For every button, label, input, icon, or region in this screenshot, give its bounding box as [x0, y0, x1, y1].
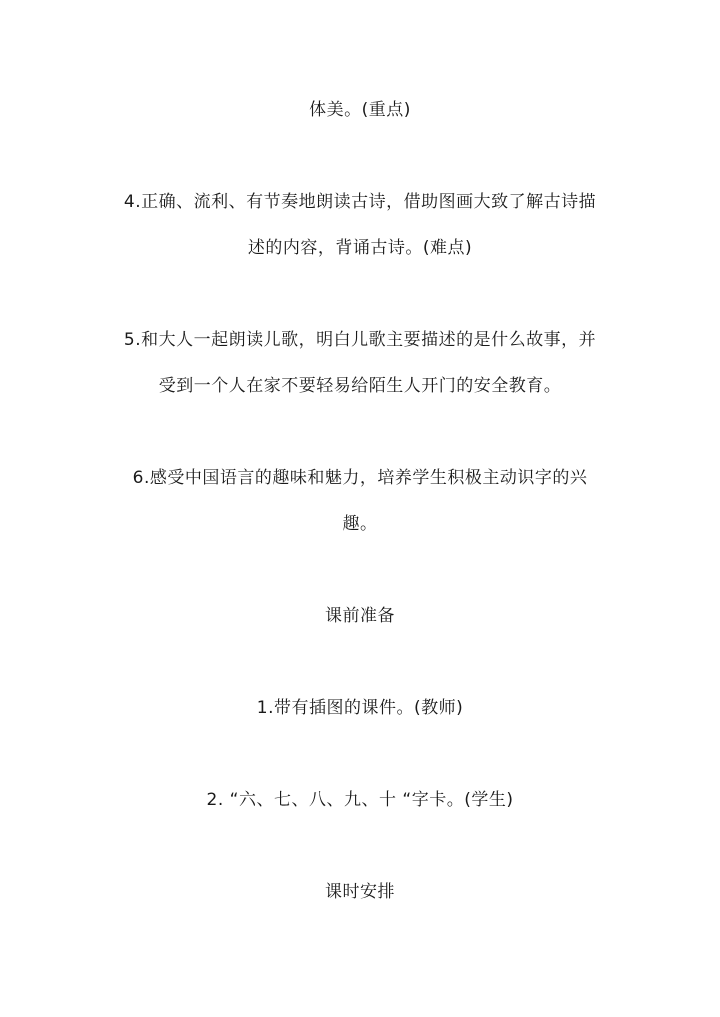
- text-line-goal4-part2: 述的内容，背诵古诗。(难点): [247, 238, 473, 258]
- text-line-goal3-end: 体美。(重点): [309, 100, 411, 120]
- section-heading-preparation: 课前准备: [325, 606, 395, 626]
- section-heading-schedule: 课时安排: [325, 882, 395, 902]
- text-line-goal6-part1: 6.感受中国语言的趣味和魅力，培养学生积极主动识字的兴: [132, 468, 588, 488]
- text-line-goal4-part1: 4.正确、流利、有节奏地朗读古诗，借助图画大致了解古诗描: [123, 192, 597, 212]
- text-line-prep-item2: 2. “六、七、八、九、十 “字卡。(学生): [206, 790, 514, 810]
- text-line-prep-item1: 1.带有插图的课件。(教师): [256, 698, 464, 718]
- text-line-goal5-part1: 5.和大人一起朗读儿歌，明白儿歌主要描述的是什么故事，并: [123, 330, 597, 350]
- text-line-goal5-part2: 受到一个人在家不要轻易给陌生人开门的安全教育。: [158, 376, 562, 396]
- text-line-goal6-part2: 趣。: [342, 514, 378, 534]
